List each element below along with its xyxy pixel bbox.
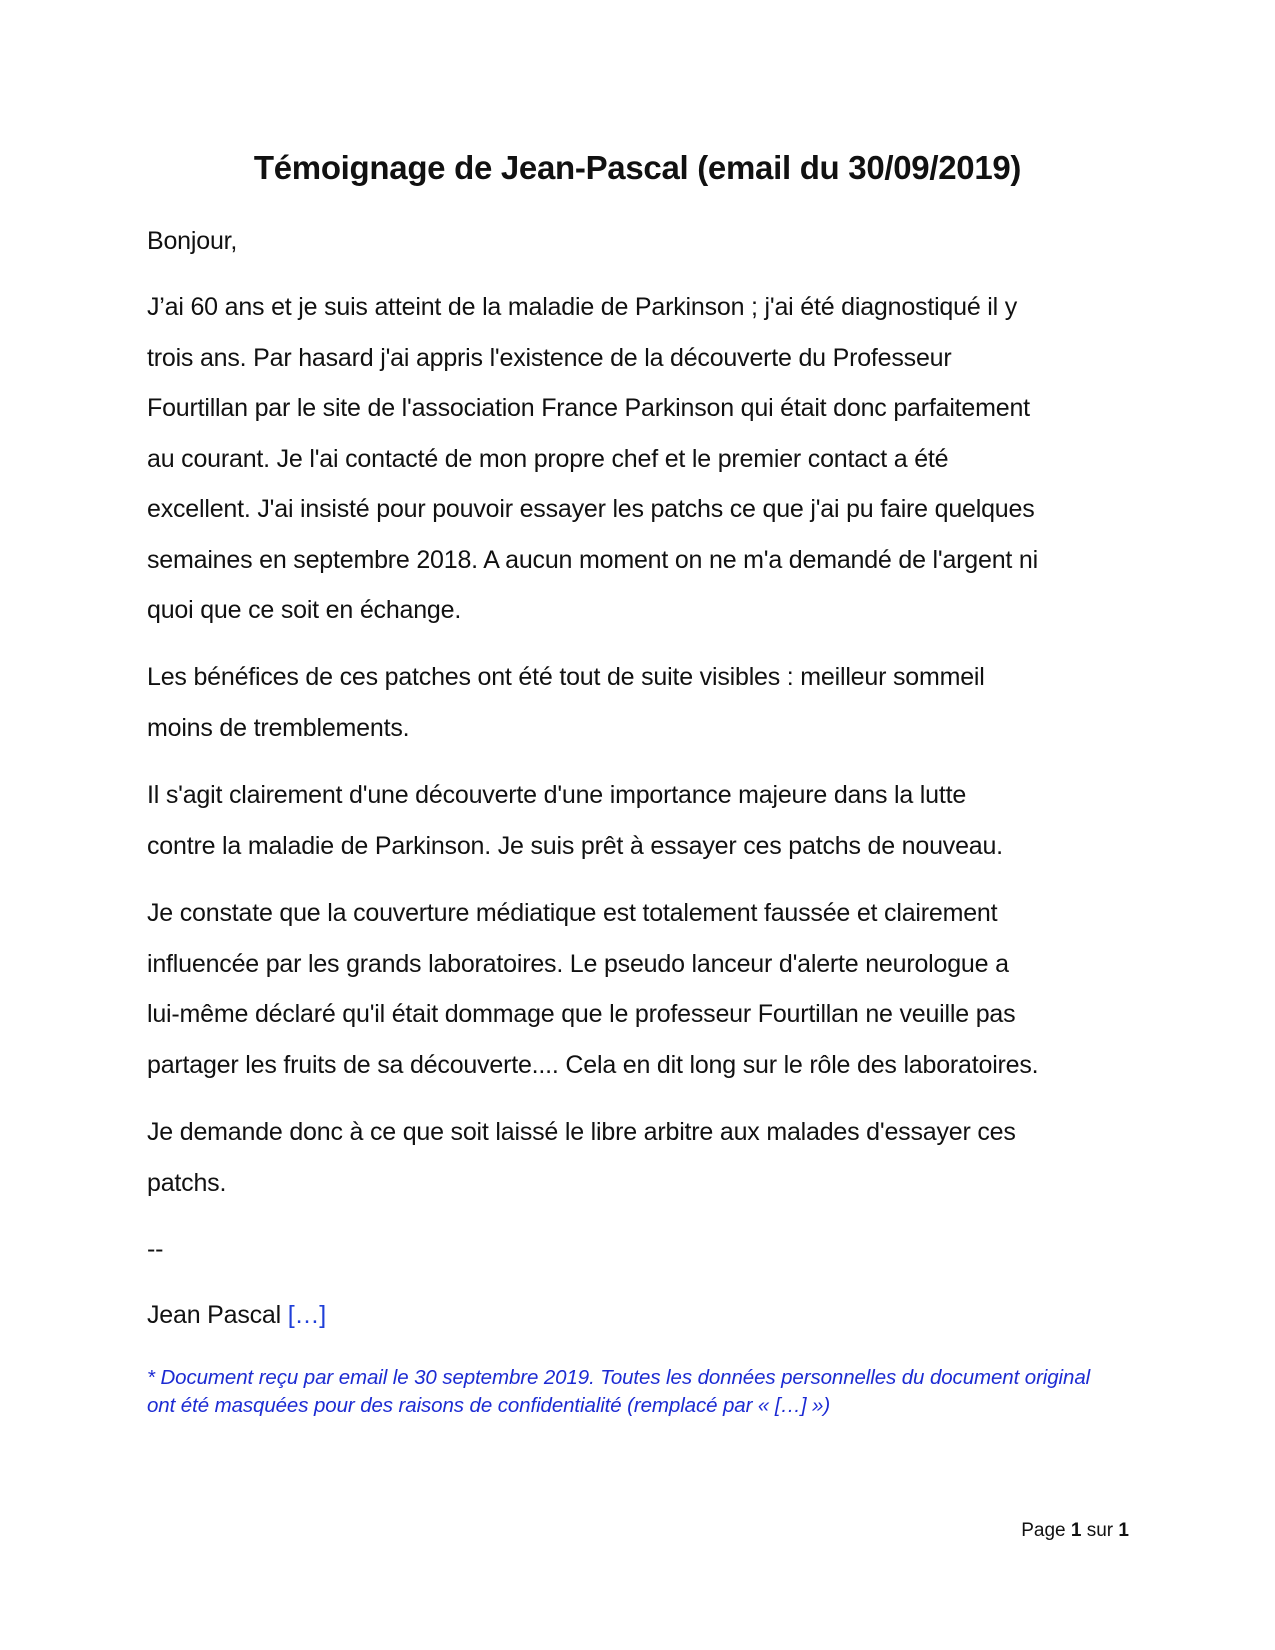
paragraph-line: patchs. — [147, 1168, 227, 1197]
page-total: 1 — [1118, 1520, 1129, 1541]
separator-text: -- — [147, 1235, 164, 1263]
signature-name: Jean Pascal — [147, 1301, 281, 1329]
signature-line — [147, 1298, 326, 1332]
page-middle: sur — [1086, 1520, 1114, 1541]
paragraph-line: semaines en septembre 2018. A aucun moment on ne m'a demandé de l'argent ni — [147, 545, 1038, 574]
paragraph-line: trois ans. Par hasard j'ai appris l'existence de la découverte du Professeur — [147, 343, 952, 372]
paragraph-line: influencée par les grands laboratoires. Le pseudo lanceur d'alerte neurologue a — [147, 949, 1009, 978]
paragraph-line: lui-même déclaré qu'il était dommage que le professeur Fourtillan ne veuille pas — [147, 1000, 1016, 1028]
page-number — [1021, 1518, 1129, 1544]
paragraph-line: partager les fruits de sa découverte.... Cela en dit long sur le rôle des laboratoires. — [147, 1050, 1039, 1079]
redacted-link[interactable]: […] — [287, 1301, 327, 1329]
paragraph-line: moins de tremblements. — [147, 713, 410, 742]
paragraph-line: au courant. Je l'ai contacté de mon propre chef et le premier contact a été — [147, 444, 949, 473]
paragraph-line: quoi que ce soit en échange. — [147, 596, 462, 624]
document-title: Témoignage de Jean-Pascal (email du 30/09/2019) — [253, 149, 1022, 186]
page-current: 1 — [1070, 1520, 1082, 1541]
paragraph-line: Fourtillan par le site de l'association France Parkinson qui était donc parfaitement — [147, 394, 1030, 422]
paragraph-line: Les bénéfices de ces patches ont été tout de suite visibles : meilleur sommeil — [147, 663, 985, 691]
paragraph-line: contre la maladie de Parkinson. Je suis prêt à essayer ces patchs de nouveau. — [147, 831, 1003, 860]
paragraph-line: J’ai 60 ans et je suis atteint de la maladie de Parkinson ; j'ai été diagnostiqué il y — [147, 293, 1018, 321]
confidentiality-note — [147, 1364, 1090, 1420]
paragraph-line: Je constate que la couverture médiatique est totalement faussée et clairement — [147, 899, 998, 927]
paragraph-line: excellent. J'ai insisté pour pouvoir essayer les patchs ce que j'ai pu faire quelques — [147, 495, 1035, 523]
paragraph-line: Il s'agit clairement d'une découverte d'une importance majeure dans la lutte — [147, 781, 967, 809]
note-line: ont été masquées pour des raisons de confidentialité (remplacé par « […] ») — [147, 1394, 831, 1417]
paragraph-line: Je demande donc à ce que soit laissé le libre arbitre aux malades d'essayer ces — [147, 1118, 1016, 1146]
note-line: * Document reçu par email le 30 septembre 2019. Toutes les données personnelles du document original — [147, 1366, 1091, 1389]
greeting-line: Bonjour, — [147, 227, 238, 255]
page-prefix: Page — [1021, 1520, 1066, 1541]
